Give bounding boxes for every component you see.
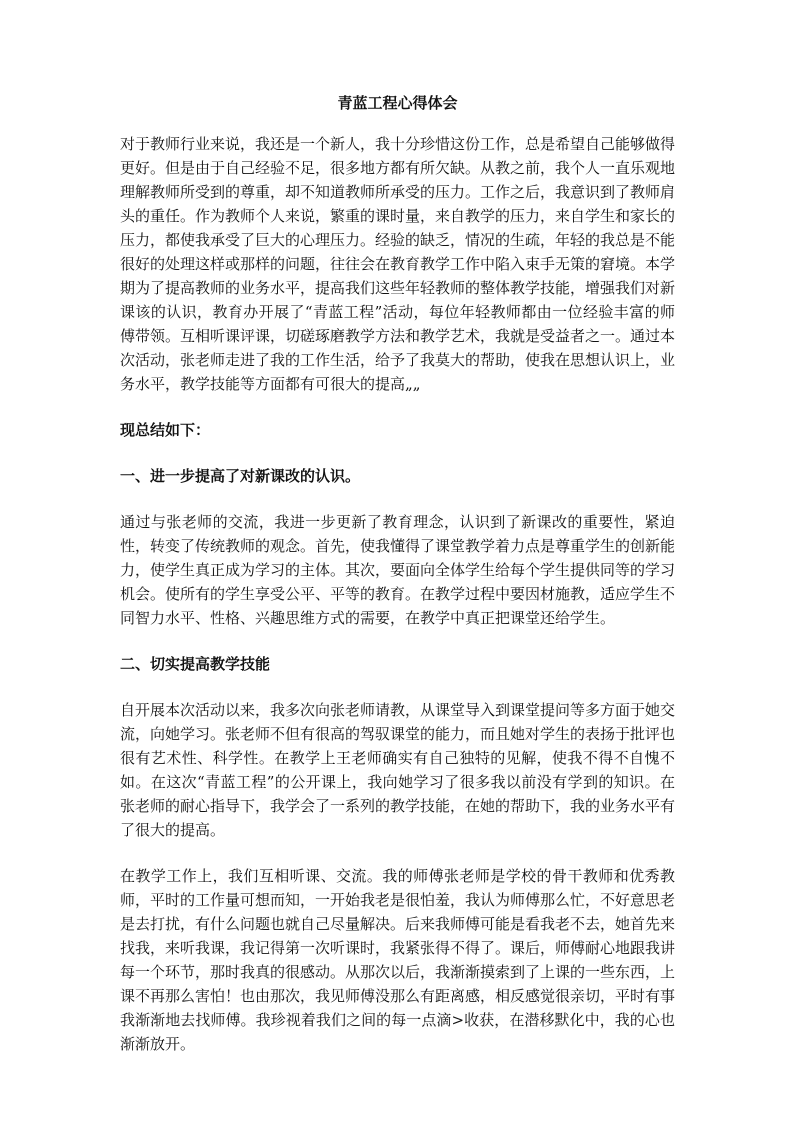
document-page xyxy=(120,92,675,1078)
intro-paragraph: 对于教师行业来说，我还是一个新人，我十分珍惜这份工作，总是希望自己能够做得更好。但是由于自己经验不足，很多地方都有所欠缺。从教之前，我个人一直乐观地理解教师所受到的尊重，却不知道教师所承受的压力。工作之后，我意识到了教师肩头的重任。作为教师个人来说，繁重的课时量，来自教学的压力，来自学生和家长的压力，都使我承受了巨大的心理压力。经验的缺乏，情况的生疏，年轻的我总是不能很好的处理这样或那样的问题，往往会在教育教学工作中陷入束手无策的窘境。本学期为了提高教师的业务水平，提高我们这些年轻教师的整体教学技能，增强我们对新课该的认识，教育办开展了“青蓝工程”活动，每位年轻教师都由一位经验丰富的师傅带领。互相听课评课，切磋琢磨教学方法和教学艺术，我就是受益者之一。通过本次活动，张老师走进了我的工作生活，给予了我莫大的帮助，使我在思想认识上，业务水平，教学技能等方面都有可很大的提高„„ xyxy=(120,135,676,393)
section-heading-2: 二、切实提高教学技能 xyxy=(120,655,271,673)
section-2-paragraph-1: 自开展本次活动以来，我多次向张老师请教，从课堂导入到课堂提问等多方面于她交流，向她学习。张老师不但有很高的驾驭课堂的能力，而且她对学生的表扬于批评也很有艺术性、科学性。在教学上王老师确实有自己独特的见解，使我不得不自愧不如。在这次“青蓝工程”的公开课上，我向她学习了很多我以前没有学到的知识。在张老师的耐心指导下，我学会了一系列的教学技能，在她的帮助下，我的业务水平有了很大的提高。 xyxy=(120,701,676,839)
section-1-paragraph: 通过与张老师的交流，我进一步更新了教育理念，认识到了新课改的重要性，紧迫性，转变了传统教师的观念。首先，使我懂得了课堂教学着力点是尊重学生的创新能力，使学生真正成为学习的主体。其次，要面向全体学生给每个学生提供同等的学习机会。使所有的学生享受公平、平等的教育。在教学过程中要因材施教，适应学生不同智力水平、性格、兴趣思维方式的需要，在教学中真正把课堂还给学生。 xyxy=(120,513,676,627)
section-2-paragraph-2: 在教学工作上，我们互相听课、交流。我的师傅张老师是学校的骨干教师和优秀教师，平时的工作量可想而知，一开始我老是很怕羞，我认为师傅那么忙，不好意思老是去打扰，有什么问题也就自己尽量解决。后来我师傅可能是看我老不去，她首先来找我，来听我课，我记得第一次听课时，我紧张得不得了。课后，师傅耐心地跟我讲每一个环节，那时我真的很感动。从那次以后，我渐渐摸索到了上课的一些东西，上课不再那么害怕！也由那次，我见师傅没那么有距离感，相反感觉很亲切，平时有事我渐渐地去找师傅。我珍视着我们之间的每一点滴>收获，在潜移默化中，我的心也渐渐放开。 xyxy=(120,867,676,1053)
summary-label: 现总结如下： xyxy=(120,421,211,439)
document-title: 青蓝工程心得体会 xyxy=(337,94,458,112)
section-heading-1: 一、进一步提高了对新课改的认识。 xyxy=(120,467,361,485)
